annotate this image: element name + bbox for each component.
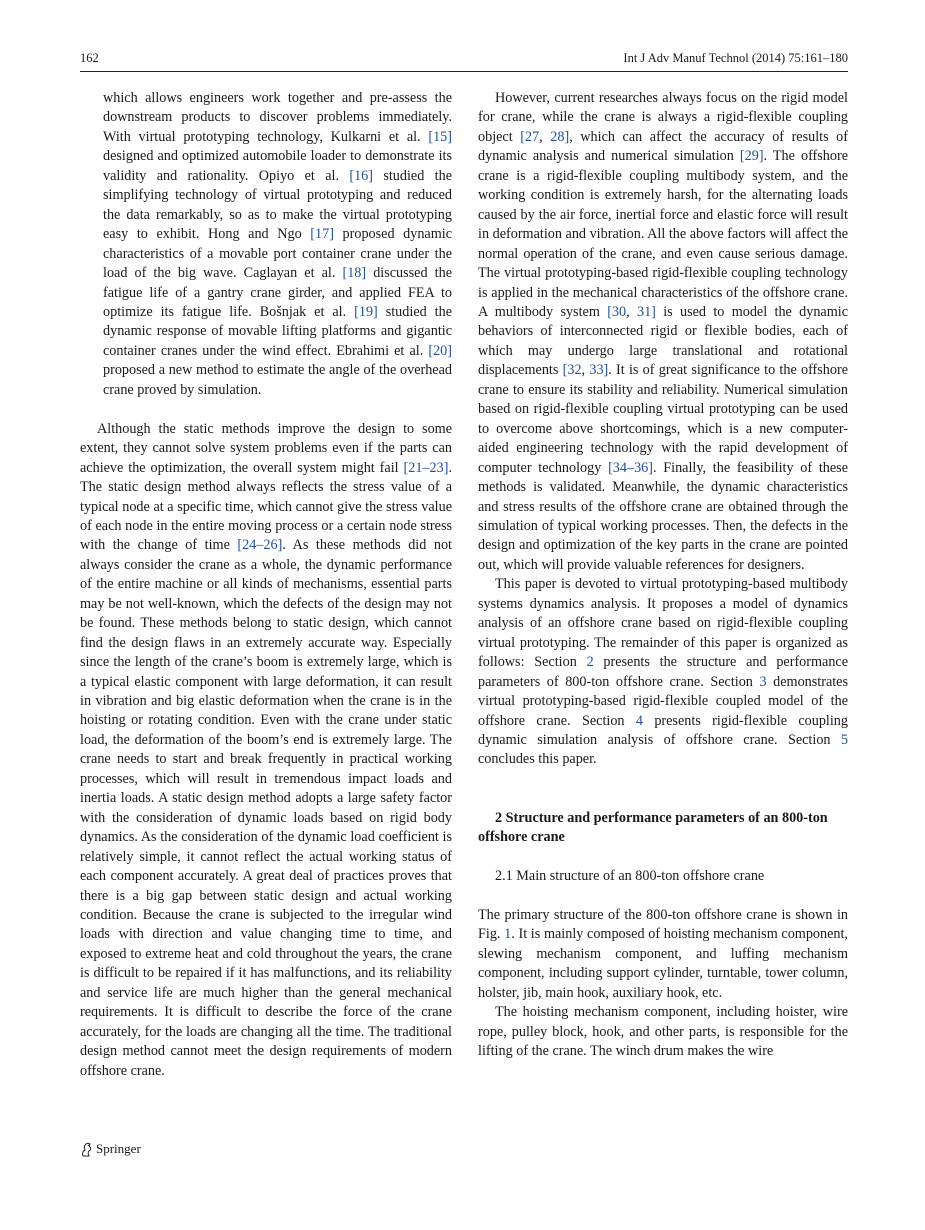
reference-link[interactable]: [21–23] — [403, 459, 449, 476]
right-column — [478, 89, 848, 1062]
reference-link[interactable]: [24–26] — [237, 537, 283, 554]
indented-paragraph: which allows engineers work together and pre-assess the downstream products to discover problems immediately. With virtual prototyping technology, Kulkarni et al. [15] designed and optimized automobile loader to demonstrate its validity and rationality. Opiyo et al. [16] studied the simplifying technology of virtual prototyping and reduced the data remarkably, so as to make the virtual prototyping easy to exhibit. Hong and Ngo [17] proposed dynamic characteristics of a movable port container crane under the load of the big wave. Caglayan et al. [18] discussed the fatigue life of a gantry crane girder, and applied FEA to optimize its fatigue life. Bošnjak et al. [19] studied the dynamic response of movable lifting platforms and gigantic container cranes under the wind effect. Ebrahimi et al. [20] proposed a new method to estimate the angle of the overhead crane proved by simulation. — [103, 90, 452, 398]
reference-link[interactable]: [32 — [562, 362, 582, 379]
body-paragraph: This paper is devoted to virtual prototyping-based multibody systems dynamics analysis. It proposes a model of dynamics analysis of an offshore crane based on rigid-flexible coupling virtual prototyping. The remainder of this paper is organized as follows: Section 2 presents the structure and performance parameters of 800-ton offshore crane. Section 3 demonstrates virtual prototyping-based rigid-flexible coupled model of the offshore crane. Section 4 presents rigid-flexible coupling dynamic simulation analysis of offshore crane. Section 5 concludes this paper. — [478, 576, 849, 768]
body-paragraph: However, current researches always focus on the rigid model for crane, while the crane is always a rigid-flexible coupling object [27, 28], which can affect the accuracy of results of dynamic analysis and numerical simulation [29]. The offshore crane is a rigid-flexible coupling multibody system, and the working condition is extremely harsh, for the alternating loads caused by the air force, inertial force and elastic force will result in deformation and vibration. All the above factors will affect the normal operation of the crane, and even cause serious damage. The virtual prototyping-based rigid-flexible coupling technology is applied in the mechanical characteristics of the offshore crane. A multibody system [30, 31] is used to model the dynamic behaviors of interconnected rigid or flexible bodies, each of which may undergo large translational and rotational displacements [32, 33]. It is of great significance to the offshore crane to ensure its stability and reliability. Numerical simulation based on rigid-flexible coupling virtual prototyping can be used to overcome above shortcomings, which is a new computer-aided engineering technology with the rapid development of computer technology [34–36]. Finally, the feasibility of these methods is validated. Meanwhile, the dynamic characteristics and stress results of the offshore crane are obtained through the simulation of typical working processes. Then, the defects in the design and optimization of the key parts in the crane are pointed out, which will provide valuable references for designers. — [478, 90, 849, 573]
left-column — [80, 89, 452, 1081]
reference-link[interactable]: [17] — [310, 226, 334, 243]
springer-horse-icon — [80, 1142, 93, 1157]
section-link[interactable]: 2 — [586, 654, 594, 671]
page-number: 162 — [80, 51, 99, 65]
body-paragraph: The primary structure of the 800-ton offshore crane is shown in Fig. 1. It is mainly composed of hoisting mechanism component, slewing mechanism component, and luffing mechanism component, including support cylinder, turntable, tower column, holster, jib, main hook, auxiliary hook, etc. — [478, 906, 848, 1001]
reference-link[interactable]: 33] — [589, 362, 609, 379]
reference-link[interactable]: [18] — [342, 265, 367, 282]
springer-logo — [80, 1141, 141, 1157]
page-header — [80, 51, 848, 72]
section-link[interactable]: 3 — [759, 673, 767, 690]
reference-link[interactable]: [16] — [349, 167, 373, 184]
reference-link[interactable]: [27 — [520, 128, 540, 145]
subsection-heading: 2.1 Main structure of an 800-ton offshore crane — [495, 868, 765, 885]
reference-link[interactable]: [30 — [607, 303, 627, 320]
publisher-name: Springer — [96, 1141, 141, 1156]
journal-citation: Int J Adv Manuf Technol (2014) 75:161–180 — [623, 51, 848, 65]
reference-link[interactable]: [20] — [428, 342, 452, 359]
figure-link[interactable]: 1 — [504, 926, 512, 943]
section-link[interactable]: 4 — [635, 712, 643, 729]
reference-link[interactable]: 31] — [636, 303, 656, 320]
body-paragraph: The hoisting mechanism component, including hoister, wire rope, pulley block, hook, and other parts, is responsible for the lifting of the crane. The winch drum makes the wire — [478, 1004, 848, 1060]
reference-link[interactable]: [19] — [354, 303, 378, 320]
reference-link[interactable]: 28] — [550, 128, 570, 145]
reference-link[interactable]: [29] — [739, 148, 764, 165]
section-heading: 2 Structure and performance parameters of an 800-ton offshore crane — [478, 809, 828, 846]
reference-link[interactable]: [15] — [428, 128, 452, 145]
reference-link[interactable]: [34–36] — [608, 459, 653, 476]
section-link[interactable]: 5 — [840, 731, 848, 748]
body-paragraph: Although the static methods improve the design to some extent, they cannot solve system problems even if the parts can achieve the optimization, the overall system might fail [21–23]. The static design method always reflects the stress value of a typical node at a specific time, which cannot give the stress value of each node in the entire moving process or a certain node stress with the change of time [24–26]. As these methods did not always consider the crane as a whole, the dynamic performance of the entire machine or all kinds of mechanisms, essential parts may be not well-known, which the defects of the design may not be found. These methods belong to static design, which cannot find the design flaws in an extremely accurate way. Especially since the length of the crane’s boom is extremely large, which is a typical elastic component with large deformation, it can result in vibration and big elastic deformation when the crane is in the hoisting or rotating condition. Even with the crane under static load, the deformation of the boom’s end is extremely large. The crane needs to start and break frequently in practical working processes, which will result in tremendous impact loads and inertia loads. A static design method adopts a large safety factor with the consideration of dynamic loads based on rigid body dynamics. As the consideration of the dynamic load coefficient is relatively simple, it cannot reflect the actual working status of each component accurately. A great deal of practices proves that there is a big gap between static design and actual working condition. Because the crane is subjected to the irregular wind loads with direction and value changing time to time, and exposed to extreme heat and cold throughout the years, the crane is difficult to be repaired if it has malfunctions, and its reliability and service life are much higher than the general mechanical requirements. It is difficult to describe the force of the crane accurately, for the loads are changing all the time. The traditional design method cannot meet the design requirements of modern offshore crane. — [80, 420, 452, 1079]
